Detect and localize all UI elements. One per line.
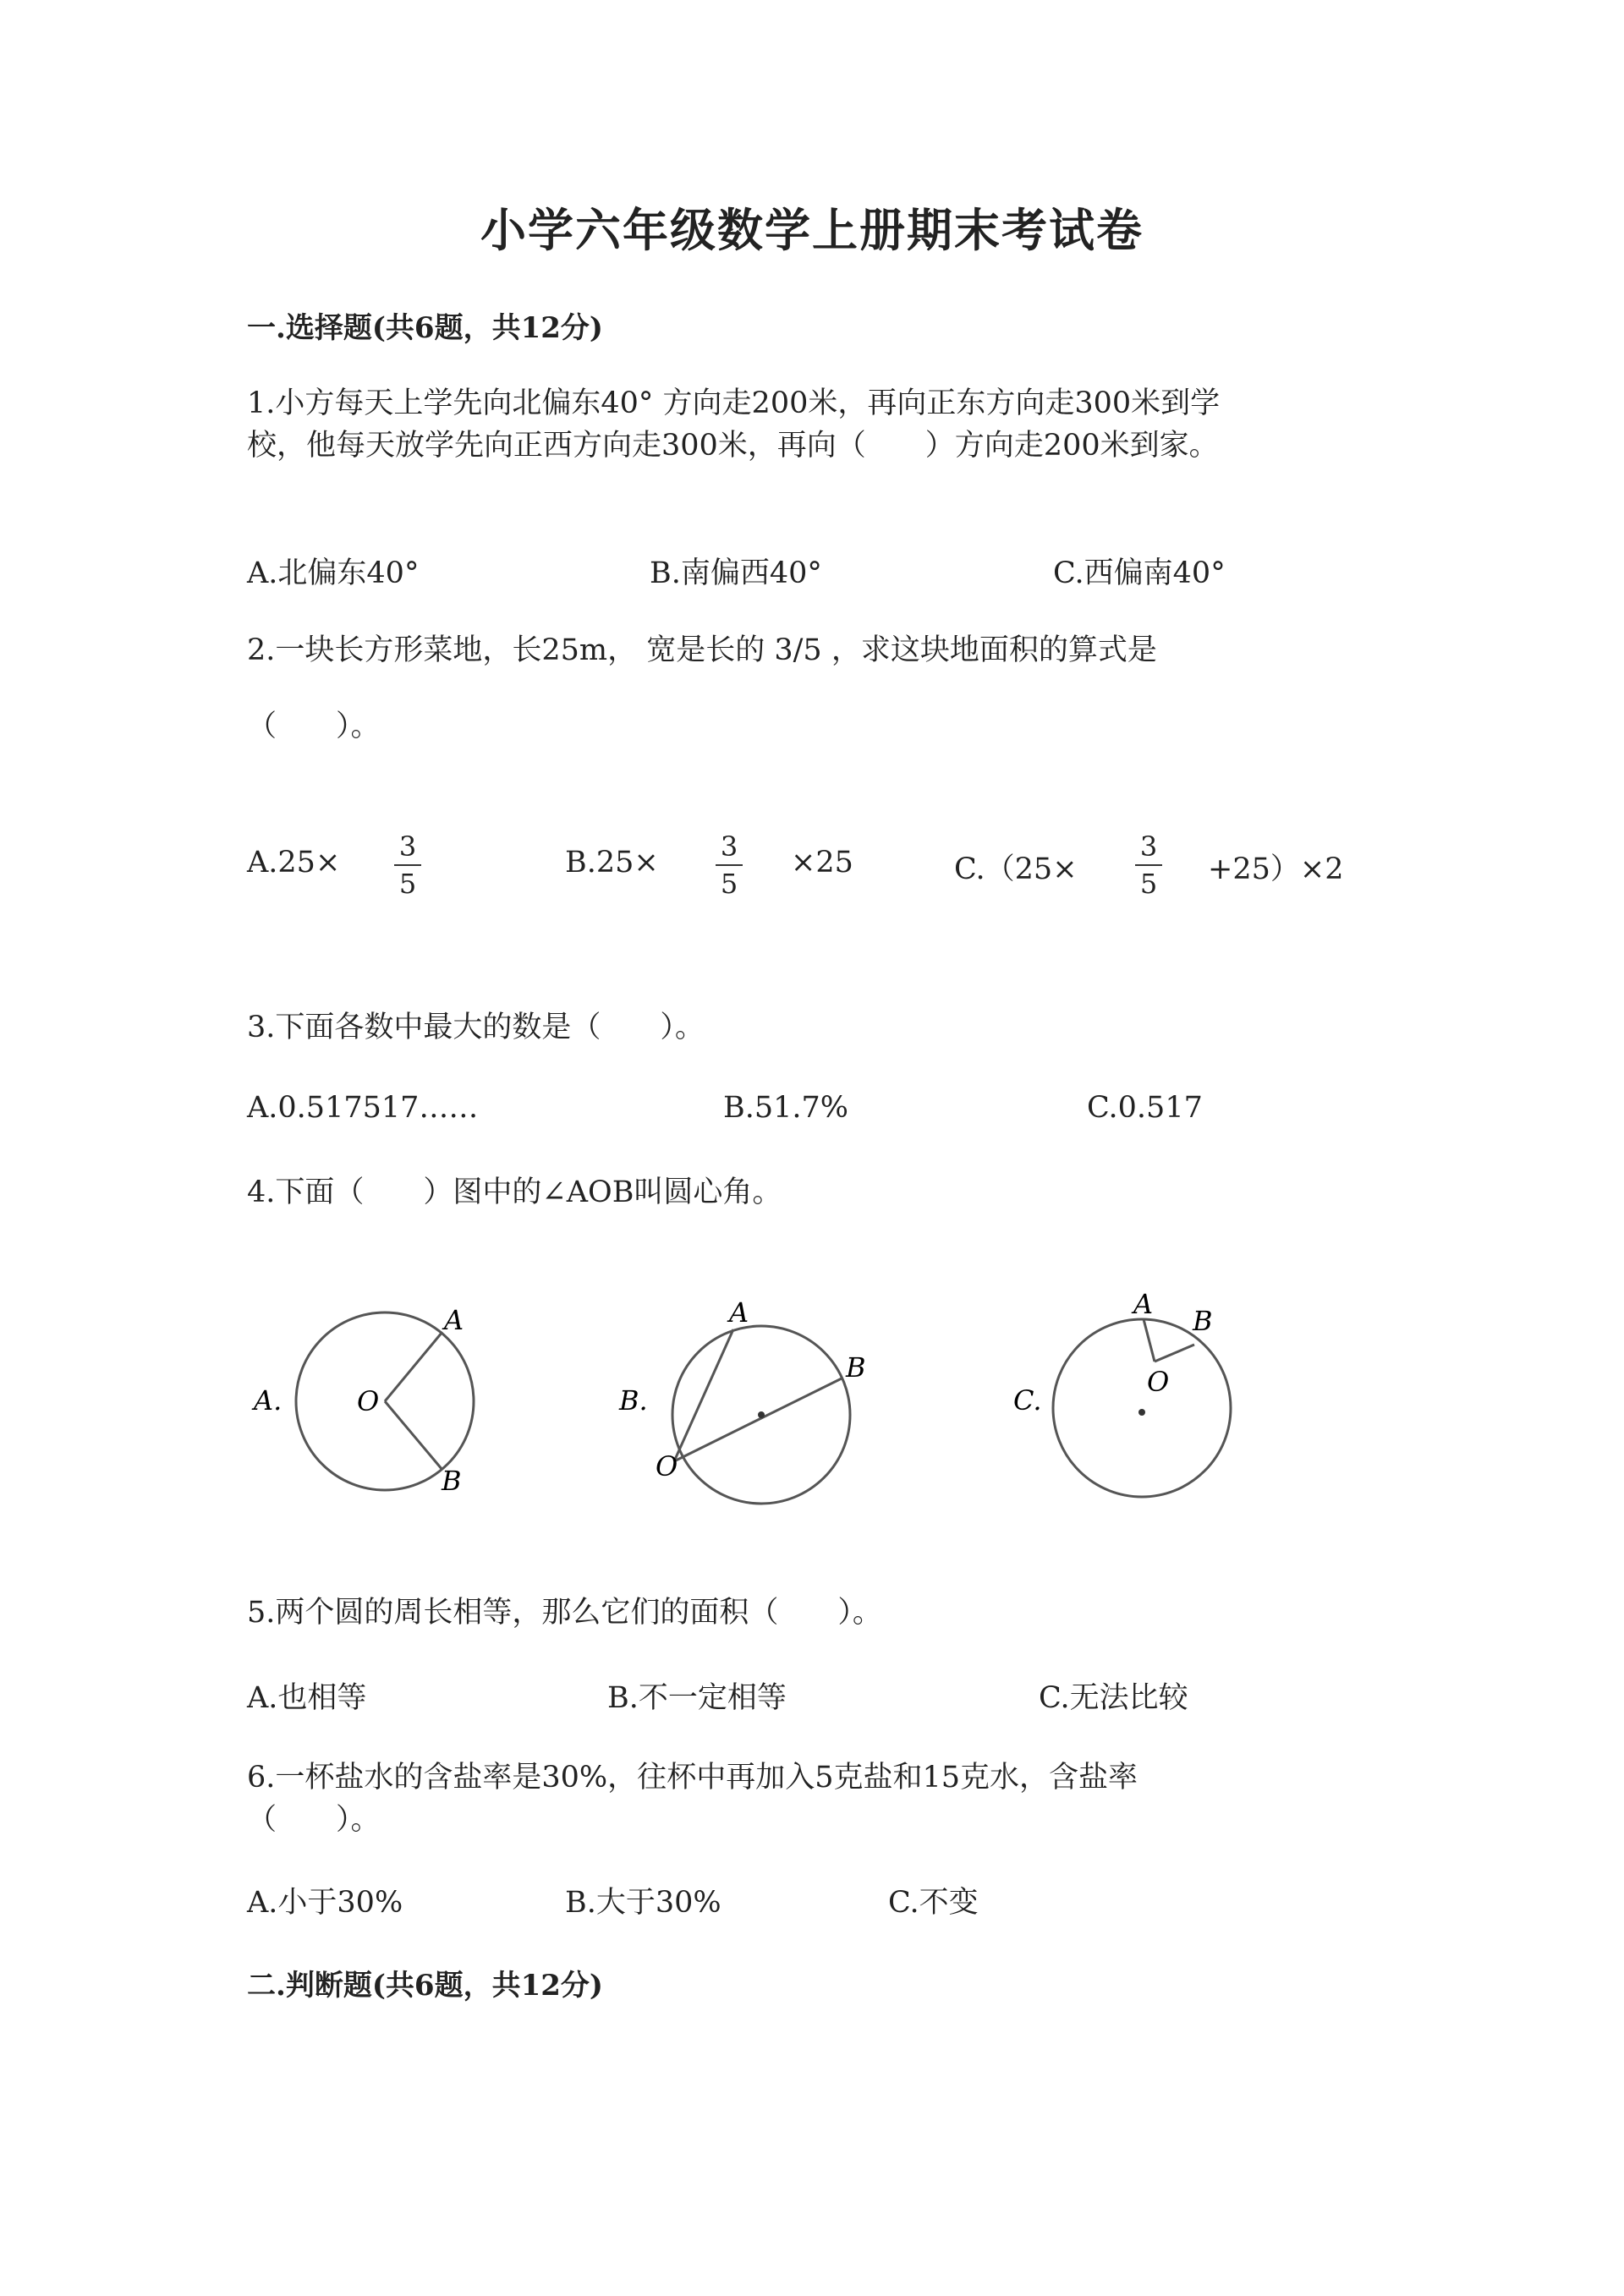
question-2-option-b-suffix: ×25	[791, 846, 853, 879]
question-2-option-c-suffix: +25）×2	[1208, 852, 1344, 886]
question-2-line-2: （ ）。	[247, 710, 381, 743]
question-5-option-b: B.不一定相等	[607, 1681, 787, 1715]
figure-b-label: B.	[619, 1384, 648, 1417]
fraction-numerator: 3	[398, 830, 417, 863]
question-2-option-c-prefix: C.（25×	[954, 852, 1078, 886]
figure-b	[618, 1296, 866, 1504]
question-2-line-1: 2.一块长方形菜地，长25m， 宽是长的 3/5 ，求这块地面积的算式是	[247, 633, 1157, 667]
figure-c-label: C.	[1013, 1384, 1042, 1417]
figure-b-chord-oa	[674, 1329, 733, 1461]
figure-b-point-b: B	[846, 1351, 866, 1384]
figure-c-segment-ob	[1155, 1345, 1194, 1362]
figure-c-center-dot	[1138, 1409, 1145, 1416]
section-heading-choice: 一.选择题(共6题，共12分)	[247, 311, 603, 345]
figure-a-point-a: A	[444, 1304, 464, 1336]
figure-b-point-a: A	[729, 1296, 749, 1329]
question-5-option-c: C.无法比较	[1039, 1681, 1188, 1715]
page-title: 小学六年级数学上册期末考试卷	[480, 203, 1144, 257]
figure-c-segment-oa	[1144, 1319, 1155, 1362]
question-3-option-a: A.0.517517……	[247, 1091, 479, 1125]
question-1-line-1: 1.小方每天上学先向北偏东40° 方向走200米，再向正东方向走300米到学	[247, 386, 1221, 420]
question-6-option-c: C.不变	[888, 1886, 979, 1920]
fraction-denominator: 5	[398, 868, 417, 900]
question-1-option-b: B.南偏西40°	[650, 556, 822, 590]
question-1-option-c: C.西偏南40°	[1053, 556, 1226, 590]
question-5-text: 5.两个圆的周长相等，那么它们的面积（ ）。	[247, 1596, 882, 1630]
figure-a-radius-ob	[385, 1401, 442, 1470]
question-2-option-a-prefix: A.25×	[247, 846, 341, 879]
fraction-numerator: 3	[720, 830, 738, 863]
question-1-option-a: A.北偏东40°	[247, 556, 420, 590]
question-6-option-b: B.大于30%	[565, 1886, 721, 1920]
figure-c-point-o: O	[1147, 1366, 1170, 1398]
question-6-line-1: 6.一杯盐水的含盐率是30%，往杯中再加入5克盐和15克水，含盐率	[247, 1761, 1138, 1795]
fraction-denominator: 5	[720, 868, 738, 900]
figure-a-point-o: O	[357, 1385, 380, 1417]
question-4-text: 4.下面（ ）图中的∠AOB叫圆心角。	[247, 1175, 782, 1209]
figure-b-chord-ob	[674, 1378, 842, 1461]
figure-a	[251, 1304, 474, 1497]
figure-b-point-o: O	[656, 1450, 678, 1482]
fraction-numerator: 3	[1139, 830, 1158, 863]
fraction-denominator: 5	[1139, 868, 1158, 900]
figure-a-radius-oa	[385, 1332, 442, 1401]
question-3-text: 3.下面各数中最大的数是（ ）。	[247, 1011, 705, 1044]
question-6-option-a: A.小于30%	[247, 1886, 403, 1920]
question-1-line-2: 校，他每天放学先向正西方向走300米，再向（ ）方向走200米到家。	[247, 429, 1219, 463]
question-3-option-b: B.51.7%	[723, 1091, 849, 1125]
section-heading-judgment: 二.判断题(共6题，共12分)	[247, 1969, 603, 2003]
figure-a-point-b: B	[442, 1465, 462, 1497]
question-6-line-2: （ ）。	[247, 1803, 381, 1837]
question-5-option-a: A.也相等	[247, 1681, 367, 1715]
figure-c-circle	[1053, 1319, 1231, 1497]
figure-a-label: A.	[254, 1384, 283, 1417]
question-3-option-c: C.0.517	[1087, 1091, 1203, 1125]
figure-c-point-b: B	[1193, 1305, 1213, 1337]
figure-c	[1013, 1288, 1231, 1497]
figure-c-point-a: A	[1133, 1288, 1154, 1320]
figure-b-center-dot	[758, 1411, 765, 1418]
question-2-option-b-prefix: B.25×	[565, 846, 659, 879]
